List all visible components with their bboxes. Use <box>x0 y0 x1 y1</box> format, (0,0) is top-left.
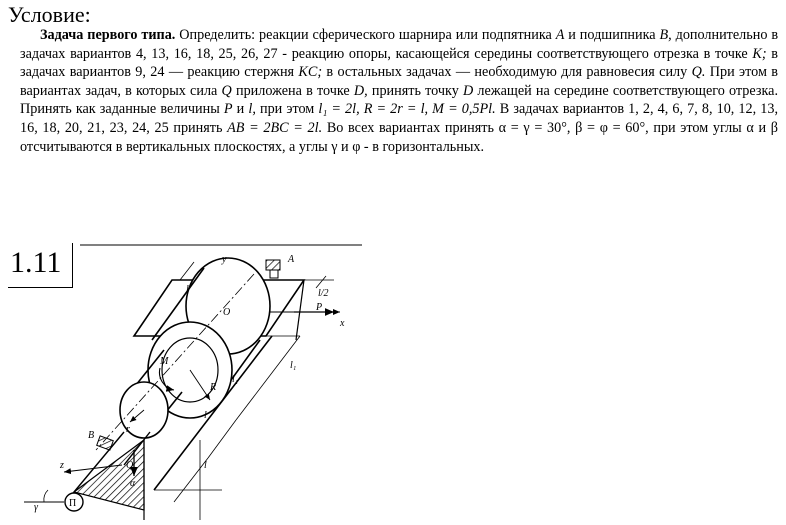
task-text-part: дополнительно в задачах вариантов 4, 13, 16, 18, 25, 26, 27 - реакцию опоры, касающейся середины соответствующего отрезка в точке <box>20 27 779 62</box>
task-formula: AB = 2BC = 2l. <box>227 119 323 136</box>
task-symbol: KC; <box>298 64 323 81</box>
label-pi: П <box>69 498 77 509</box>
label-l1a: l₁ <box>290 360 297 371</box>
task-symbol: B, <box>659 27 672 43</box>
label-Q: Q <box>126 460 134 471</box>
task-symbol: K; <box>752 45 767 62</box>
label-l1b: l₁ <box>232 374 239 385</box>
label-P: P <box>316 302 323 313</box>
task-text-part: лежащей на середине соответствующего отрезка. Принять как заданные величины <box>20 82 778 118</box>
task-text <box>20 26 778 156</box>
task-text-part: в остальных задачах — необходимую для равновесия силу <box>322 64 692 81</box>
task-text-part: В задачах вариантов 1, 2, 4, 6, 7, 8, 10, 12, 13, 16, 18, 20, 21, 23, 24, 25 принять <box>20 101 779 136</box>
label-B: B <box>88 430 95 441</box>
task-symbol: l, <box>248 101 256 118</box>
label-gamma: γ <box>34 502 38 513</box>
task-symbol: D, <box>353 82 368 99</box>
task-text-part: и <box>232 101 249 118</box>
mechanics-diagram <box>4 240 366 525</box>
label-M: M <box>160 356 169 367</box>
task-text-part: принять точку <box>367 82 463 99</box>
label-R: R <box>210 382 217 393</box>
label-r: r <box>126 424 130 435</box>
task-text-part: Определить: реакции сферического шарнира или подпятника <box>175 27 556 43</box>
label-x: x <box>340 318 345 329</box>
section-heading: Условие: <box>8 2 91 27</box>
task-text-part: в задачах вариантов 9, 24 — реакцию стержня <box>20 45 778 81</box>
task-text-part: при этом <box>255 101 319 118</box>
task-symbol: A <box>555 27 565 43</box>
figure-number: 1.11 <box>10 246 62 279</box>
task-symbol: D <box>462 82 474 99</box>
label-alpha: α <box>130 478 136 489</box>
label-l4: l <box>204 460 207 471</box>
task-symbol: Q. <box>691 64 706 81</box>
task-symbol: P <box>223 101 233 118</box>
label-A: A <box>288 254 295 265</box>
task-text-part: При этом в вариантах задач, в которых сила <box>20 64 778 99</box>
label-l2: l/2 <box>318 288 329 299</box>
task-title: Задача первого типа. <box>40 27 176 43</box>
label-O: O <box>223 307 231 318</box>
label-y: y <box>222 254 227 265</box>
label-z: z <box>60 460 64 471</box>
task-text-part: и подшипника <box>564 27 660 43</box>
task-formula: l₁ = 2l, R = 2r = l, M = 0,5Pl. <box>318 101 496 118</box>
label-l: l <box>186 284 189 295</box>
task-symbol: Q <box>221 82 232 99</box>
label-l3: l <box>204 410 207 421</box>
task-text-part: приложена в точке <box>231 82 354 99</box>
task-text-part: Во всех вариантах принять α = γ = 30°, β = φ = 60°, при этом углы α и β отсчитываются в вертикальных плоскостях, а углы γ и φ - в горизонтальных. <box>20 119 778 155</box>
